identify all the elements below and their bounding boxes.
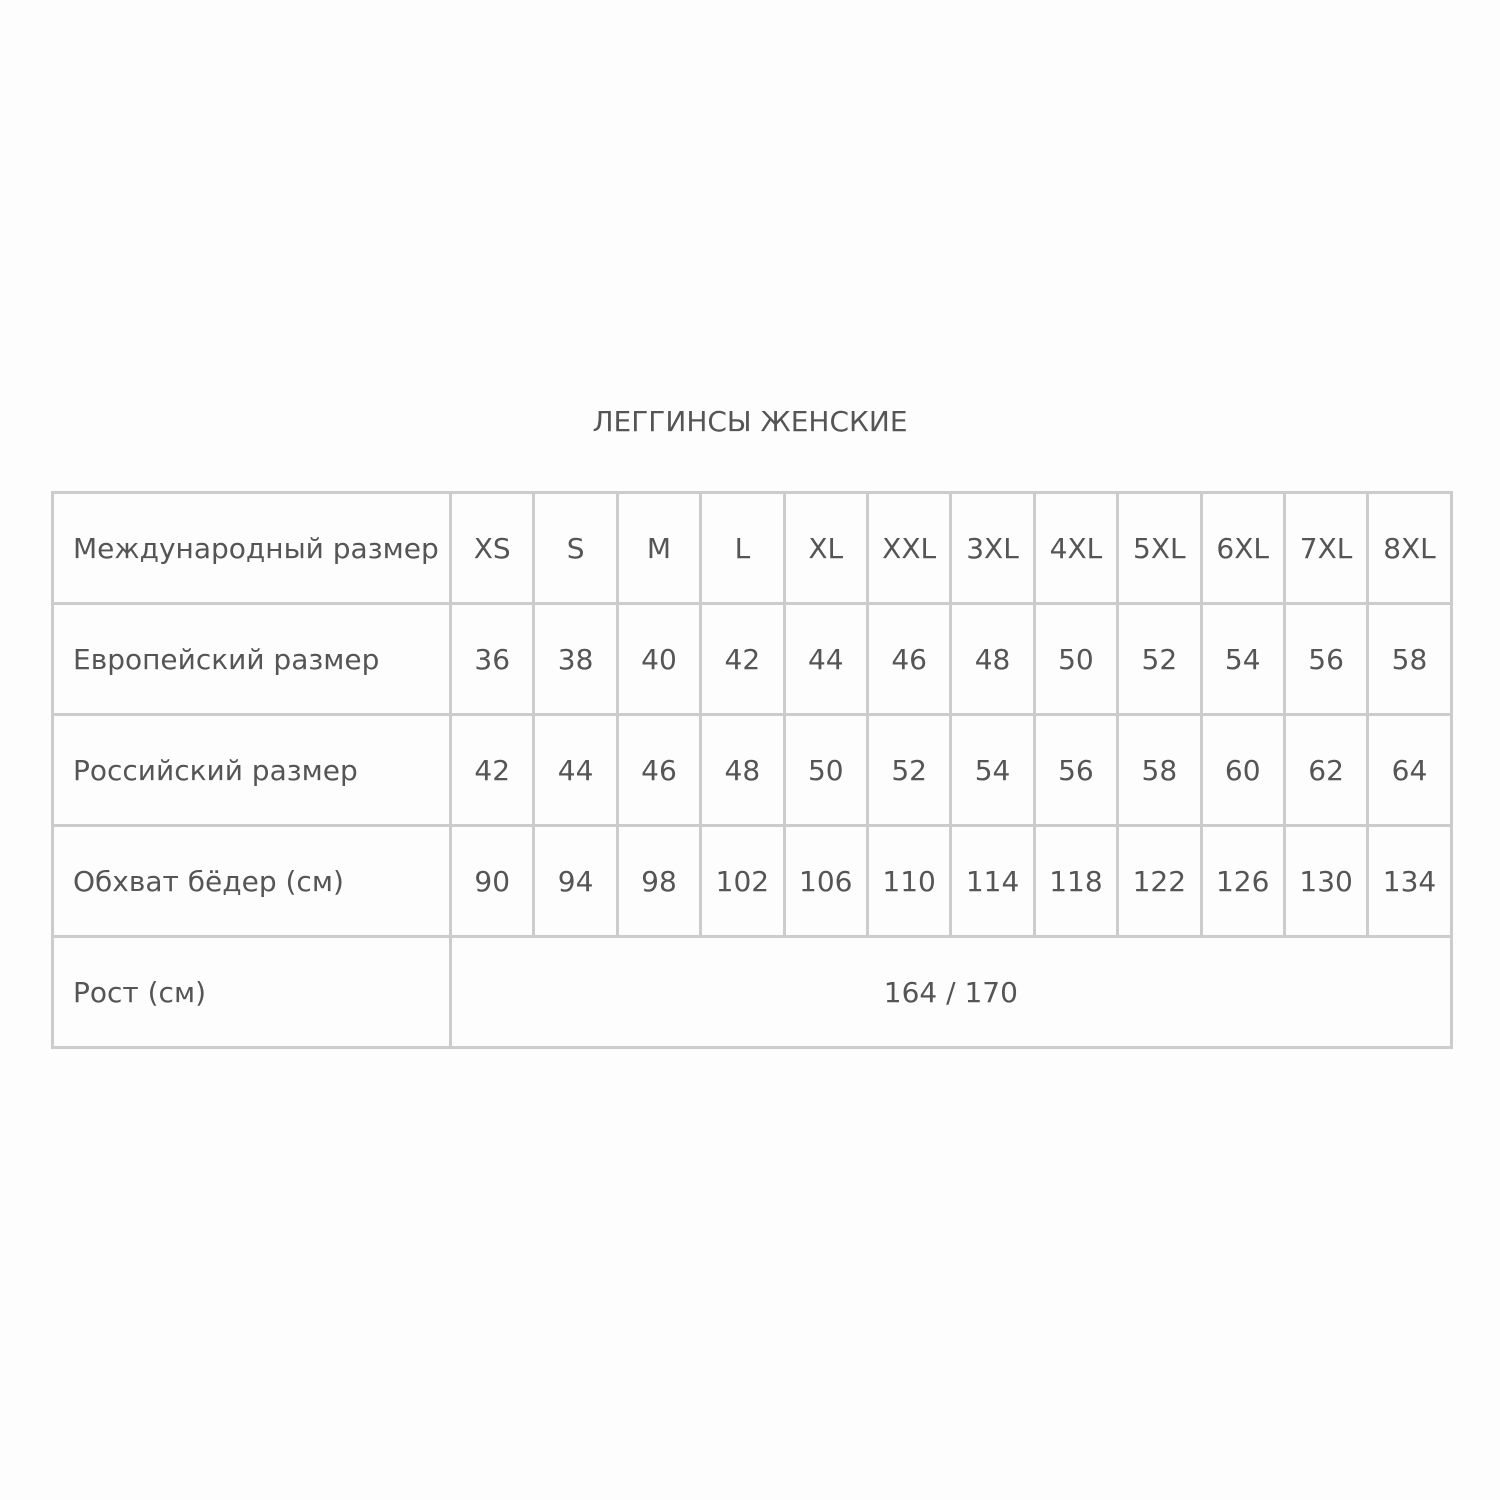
- size-cell: 38: [534, 604, 617, 715]
- size-cell: 4XL: [1034, 493, 1117, 604]
- table-row: [53, 715, 1452, 826]
- size-cell: 94: [534, 826, 617, 937]
- size-cell: 58: [1118, 715, 1201, 826]
- size-cell: 90: [451, 826, 534, 937]
- size-cell: 114: [951, 826, 1034, 937]
- size-cell: XXL: [867, 493, 950, 604]
- size-cell: 42: [701, 604, 784, 715]
- size-cell: 54: [1201, 604, 1284, 715]
- size-cell: 56: [1284, 604, 1367, 715]
- size-cell: 42: [451, 715, 534, 826]
- table-row: [53, 604, 1452, 715]
- size-cell: 46: [867, 604, 950, 715]
- size-cell: 5XL: [1118, 493, 1201, 604]
- size-cell: 106: [784, 826, 867, 937]
- size-cell: 40: [617, 604, 700, 715]
- size-cell: 56: [1034, 715, 1117, 826]
- table-row: [53, 937, 1452, 1048]
- size-cell: 48: [951, 604, 1034, 715]
- size-table: [51, 491, 1453, 1049]
- size-cell: 46: [617, 715, 700, 826]
- size-cell: 130: [1284, 826, 1367, 937]
- size-cell: 52: [1118, 604, 1201, 715]
- size-cell: 50: [1034, 604, 1117, 715]
- size-cell: 48: [701, 715, 784, 826]
- table-row: [53, 493, 1452, 604]
- size-cell: 54: [951, 715, 1034, 826]
- size-cell: L: [701, 493, 784, 604]
- row-label: Международный размер: [53, 493, 451, 604]
- size-cell: 6XL: [1201, 493, 1284, 604]
- size-cell: 62: [1284, 715, 1367, 826]
- size-cell: M: [617, 493, 700, 604]
- size-cell: 36: [451, 604, 534, 715]
- size-cell: 98: [617, 826, 700, 937]
- table-row: [53, 826, 1452, 937]
- row-label: Рост (см): [53, 937, 451, 1048]
- size-cell: S: [534, 493, 617, 604]
- row-label: Российский размер: [53, 715, 451, 826]
- size-cell: 7XL: [1284, 493, 1367, 604]
- size-table-body: [53, 493, 1452, 1048]
- size-cell: 8XL: [1368, 493, 1451, 604]
- size-cell: 102: [701, 826, 784, 937]
- row-label: Обхват бёдер (см): [53, 826, 451, 937]
- size-cell: 44: [534, 715, 617, 826]
- size-cell: 126: [1201, 826, 1284, 937]
- size-cell: 122: [1118, 826, 1201, 937]
- size-cell: 58: [1368, 604, 1451, 715]
- size-cell: 52: [867, 715, 950, 826]
- size-cell: XL: [784, 493, 867, 604]
- size-cell: 134: [1368, 826, 1451, 937]
- size-cell: 3XL: [951, 493, 1034, 604]
- chart-title: ЛЕГГИНСЫ ЖЕНСКИЕ: [592, 405, 908, 438]
- size-cell: XS: [451, 493, 534, 604]
- height-range-cell: 164 / 170: [451, 937, 1452, 1048]
- size-cell: 110: [867, 826, 950, 937]
- size-cell: 64: [1368, 715, 1451, 826]
- size-cell: 44: [784, 604, 867, 715]
- size-cell: 118: [1034, 826, 1117, 937]
- size-cell: 50: [784, 715, 867, 826]
- size-cell: 60: [1201, 715, 1284, 826]
- row-label: Европейский размер: [53, 604, 451, 715]
